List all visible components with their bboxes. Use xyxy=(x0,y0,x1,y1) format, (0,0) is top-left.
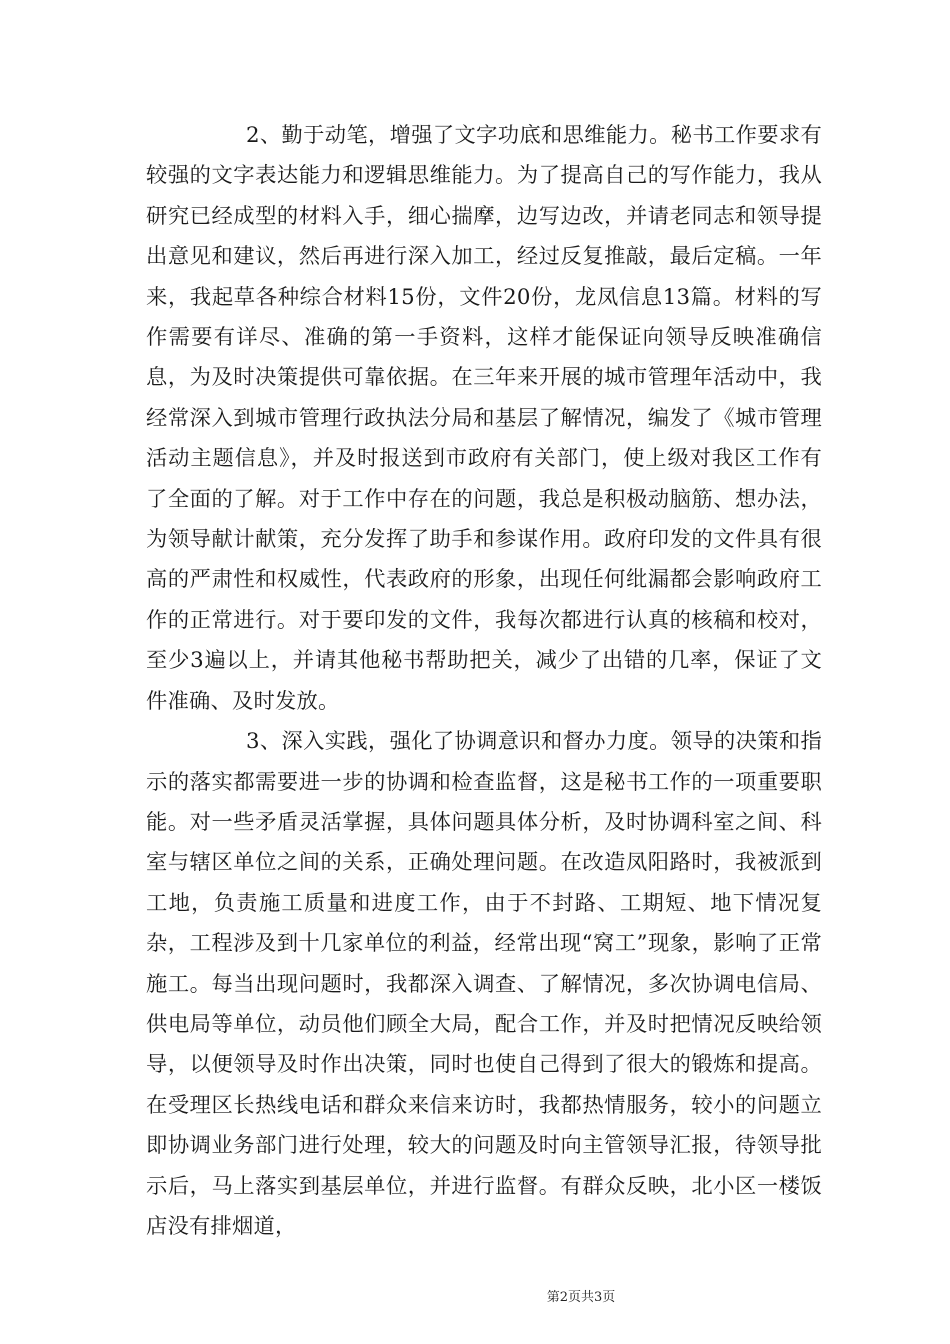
paragraph-item-2: 2、勤于动笔，增强了文字功底和思维能力。秘书工作要求有较强的文字表达能力和逻辑思维能力。为了提高自己的写作能力，我从研究已经成型的材料入手，细心揣摩，边写边改，并请老同志和领导提出意见和建议，然后再进行深入加工，经过反复推敲，最后定稿。一年来，我起草各种综合材料15份，文件20份，龙凤信息13篇。材料的写作需要有详尽、准确的第一手资料，这样才能保证向领导反映准确信息，为及时决策提供可靠依据。在三年来开展的城市管理年活动中，我经常深入到城市管理行政执法分局和基层了解情况，编发了《城市管理活动主题信息》，并及时报送到市政府有关部门，使上级对我区工作有了全面的了解。对于工作中存在的问题，我总是积极动脑筋、想办法，为领导献计献策，充分发挥了助手和参谋作用。政府印发的文件具有很高的严肃性和权威性，代表政府的形象，出现任何纰漏都会影响政府工作的正常进行。对于要印发的文件，我每次都进行认真的核稿和校对，至少3遍以上，并请其他秘书帮助把关，减少了出错的几率，保证了文件准确、及时发放。 xyxy=(146,123,822,714)
document-body xyxy=(146,116,822,1247)
page-footer: 第2页共3页 xyxy=(546,1290,616,1305)
paragraph-item-3: 3、深入实践，强化了协调意识和督办力度。领导的决策和指示的落实都需要进一步的协调和检查监督，这是秘书工作的一项重要职能。对一些矛盾灵活掌握，具体问题具体分析，及时协调科室之间、科室与辖区单位之间的关系，正确处理问题。在改造凤阳路时，我被派到工地，负责施工质量和进度工作，由于不封路、工期短、地下情况复杂，工程涉及到十几家单位的利益，经常出现“窝工”现象，影响了正常施工。每当出现问题时，我都深入调查、了解情况，多次协调电信局、供电局等单位，动员他们顾全大局，配合工作，并及时把情况反映给领导，以便领导及时作出决策，同时也使自己得到了很大的锻炼和提高。在受理区长热线电话和群众来信来访时，我都热情服务，较小的问题立即协调业务部门进行处理，较大的问题及时向主管领导汇报，待领导批示后，马上落实到基层单位，并进行监督。有群众反映，北小区一楼饭店没有排烟道， xyxy=(146,729,822,1239)
